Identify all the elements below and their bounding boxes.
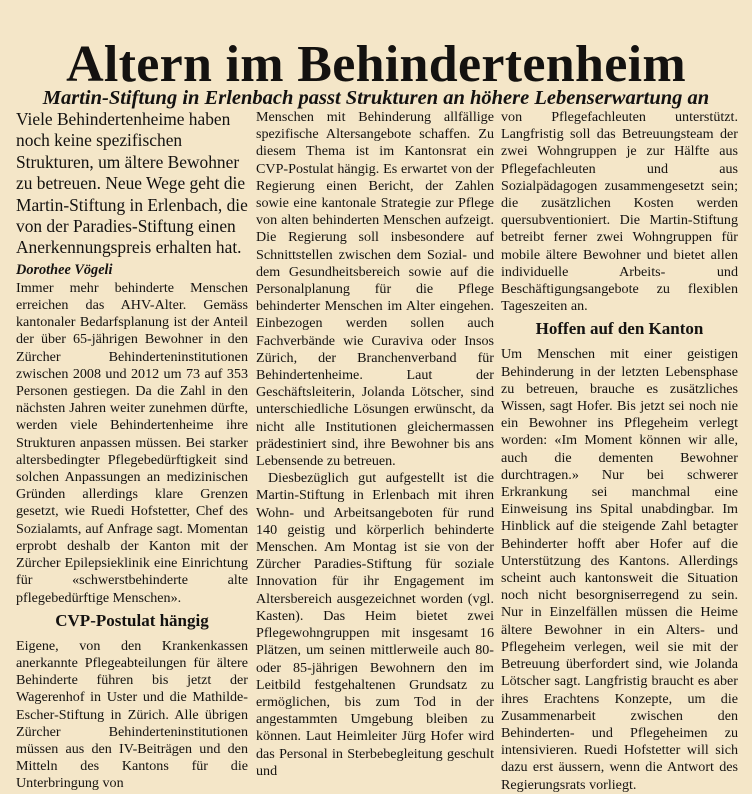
body-paragraph-2-part-1: Eigene, von den Krankenkassen anerkannte Pflegeabteilungen für ältere Behinderte führen bis jetzt der Wagerenhof in Uster und die Mathilde-Escher-Stiftung in Zürich. Alle übrigen Zürcher Behinderteninstitutionen müssen aus den IV-Beiträgen und den Mitteln des Kantons für die Unterbringung von [16, 637, 248, 792]
section-subtitle-1: CVP-Postulat hängig [55, 610, 209, 630]
body-paragraph-2-part-2: Menschen mit Behinderung allfällige spezifische Altersangebote schaffen. Zu diesem Thema ist im Kantonsrat ein CVP-Postulat hängig. Es erwartet von der Regierung einen Bericht, der Zahlen sowie eine kantonale Strategie zur Pflege von alten behinderten Menschen aufzeigt. Die Regierung soll insbesondere auf Schnittstellen zwischen dem Sozial- und dem Gesundheitsbereich sowie auf die Personalplanung für die Pflege behinderter Menschen im Alter eingehen. Einbezogen werden sollen auch Fachverbände wie Curaviva oder Insos Zürich, der Branchenverband für Behindertenheime. Laut der Geschäftsleiterin, Jolanda Lötscher, sind unterschiedliche Lösungen erwünscht, da nicht alle Institutionen gleichermassen prädestiniert sind, ihre Bewohner bis ans Lebensende zu betreuen. [256, 109, 494, 470]
column-3 [501, 109, 738, 793]
body-paragraph-3-part-1: Diesbezüglich gut aufgestellt ist die Martin-Stiftung in Erlenbach mit ihren Wohn- und Arbeitsangeboten für rund 140 geistig und körperlich behinderte Menschen. Am Montag ist sie von der Zürcher Paradies-Stiftung für soziale Innovation für ihr Engagement im Altersbereich ausgezeichnet worden (vgl. Kasten). Das Heim bietet zwei Pflegewohngruppen mit insgesamt 16 Plätzen, um seinen mittlerweile auch 80- oder 85-jährigen Bewohnern den im Leitbild festgehaltenen Grundsatz zu ermöglichen, bis zum Tod in der angestammten Umgebung bleiben zu können. Laut Heimleiter Jürg Hofer wird das Personal in Sterbebegleitung geschult und [256, 470, 494, 779]
body-paragraph-1: Immer mehr behinderte Menschen erreichen das AHV-Alter. Gemäss kantonaler Bedarfsplanung ist der Anteil der über 65-jährigen Bewohner in den Zürcher Behinderteninstitutionen zwischen 2008 und 2012 um 73 auf 353 Personen gestiegen. Da die Zahl in den nächsten Jahren weiter zunehmen dürfte, werden viele Behindertenheime ihre Strukturen anpassen müssen. Bei starker altersbedingter Pflegebedürftigkeit sind solchen Anpassungen an medizinischen Gründen allerdings klare Grenzen gesetzt, wie Ruedi Hofstetter, Chef des Sozialamts, auf Anfrage sagt. Momentan erprobt deshalb der Kanton mit der Zürcher Epilepsieklinik eine Einrichtung für «schwerstbehinderte alte pflegebedürftige Menschen». [16, 279, 248, 606]
headline: Altern im Behindertenheim [66, 36, 686, 93]
lead-paragraph: Viele Behindertenheime haben noch keine spezifischen Strukturen, um ältere Bewohner zu betreuen. Neue Wege geht die Martin-Stiftung in Erlenbach, die von der Paradies-Stiftung einen Anerkennungspreis erhalten hat. [16, 109, 248, 258]
column-1 [16, 109, 248, 792]
author-byline: Dorothee Vögeli [16, 261, 113, 278]
body-paragraph-3-part-2: von Pflegefachleuten unterstützt. Langfristig soll das Betreuungsteam der zwei Wohngruppen je zur Hälfte aus Pflegefachleuten und aus Sozialpädagogen zusammengesetzt sein; die zusätzlichen Kosten werden quersubventioniert. Die Martin-Stiftung betreibt ferner zwei Wohngruppen für mobile ältere Bewohner und bietet allen individuelle Arbeits- und Beschäftigungsangebote zu flexiblen Tageszeiten an. [501, 109, 738, 315]
section-subtitle-2: Hoffen auf den Kanton [535, 319, 704, 339]
body-paragraph-4: Um Menschen mit einer geistigen Behinderung in der letzten Lebensphase zu betreuen, brauche es zusätzliches Wissen, sagt Hofer. Bis jetzt sei noch nie ein Bewohner ins Pflegeheim verlegt worden: «Im Moment können wir alle, auch die dementen Bewohner durchtragen.» Nur bei schwerer Erkrankung sei manchmal eine Einweisung ins Spital unabdingbar. Im Hinblick auf die steigende Zahl betagter Behinderter hofft aber Hofer auf die Unterstützung des Kantons. Allerdings scheint auch kantonsweit die Situation noch nicht besorgniserregend zu sein. Nur in Einzelfällen müssen die Heime ältere Bewohner in ein Alters- und Pflegeheim verlegen, weil sie mit der Betreuung überfordert sind, wie Jolanda Lötscher sagt. Langfristig braucht es aber ihres Erachtens Konzepte, um die Zusammenarbeit zwischen den Behinderten- und Pflegeheimen zu intensivieren. Ruedi Hofstetter will sich dazu erst äussern, wenn die Antwort des Regierungsrats vorliegt. [501, 346, 738, 793]
subheadline: Martin-Stiftung in Erlenbach passt Strukturen an höhere Lebenserwartung an [42, 87, 710, 109]
column-2 [256, 109, 494, 779]
